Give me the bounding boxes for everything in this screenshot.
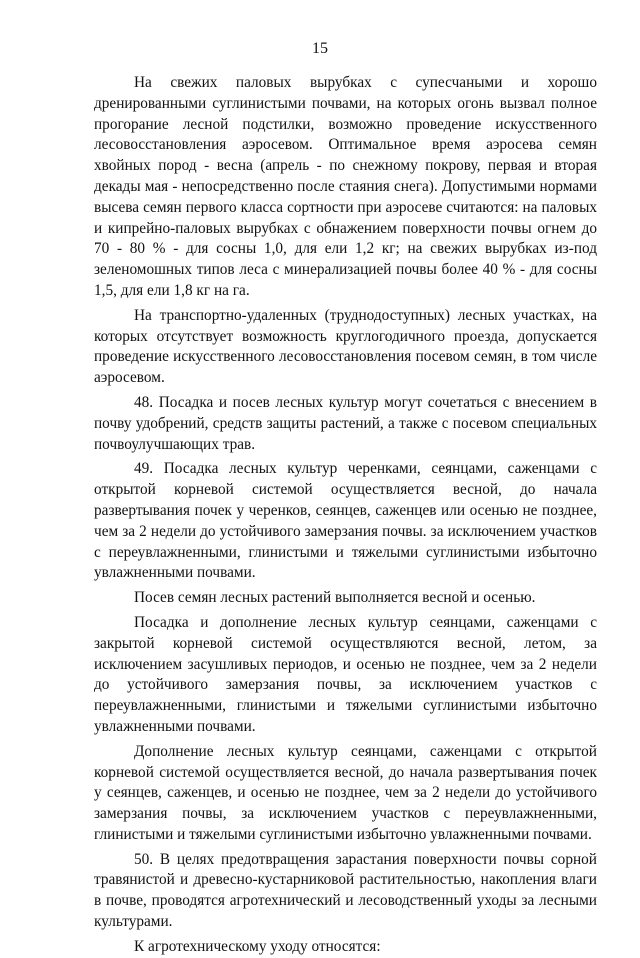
paragraph-open-root-supplement: Дополнение лесных культур сеянцами, саженцами с открытой корневой системой осуществляется весной, до начала развертывания почек у сеянцев, саженцев, и осенью не позднее, чем за 2 недели до устойчивого замерзания почвы, за исключением участков с переувлажненными, глинистыми и тяжелыми суглинистыми избыточно увлажненными почвами. [94,742,597,843]
paragraph-item-48: 48. Посадка и посев лесных культур могут сочетаться с внесением в почву удобрений, средств защиты растений, а также с посевом специальных почвоулучшающих трав. [94,393,597,453]
paragraph-closed-root-planting: Посадка и дополнение лесных культур сеянцами, саженцами с закрытой корневой системой осуществляются весной, летом, за исключением засушливых периодов, и осенью не позднее, чем за 2 недели до устойчивого замерзания почвы, за исключением участков с переувлажненными, глинистыми и тяжелыми суглинистыми избыточно увлажненными почвами. [94,613,597,735]
paragraph-aerial-seeding: На свежих паловых вырубках с супесчаными и хорошо дренированными суглинистыми почвами, на которых огонь вызвал полное прогорание лесной подстилки, возможно проведение искусственного лесовосстановления аэросевом. Оптимальное время аэросева семян хвойных пород - весна (апрель - по снежному покрову, первая и вторая декады мая - непосредственно после стаяния снега). Допустимыми нормами высева семян первого класса сортности при аэросеве считаются: на паловых и кипрейно-паловых вырубках с обнажением поверхности почвы огнем до 70 - 80 % - для сосны 1,0, для ели 1,2 кг; на свежих вырубках из-под зеленомошных типов леса с минерализацией почвы более 40 % - для сосны 1,5, для ели 1,8 кг на га. [94,74,597,299]
paragraph-remote-areas: На транспортно-удаленных (труднодоступных) лесных участках, на которых отсутствует возможность круглогодичного проезда, допускается проведение искусственного лесовосстановления посевом семян, в том числе аэросевом. [94,306,597,387]
paragraph-item-49: 49. Посадка лесных культур черенками, сеянцами, саженцами с открытой корневой системой осуществляется весной, до начала развертывания почек у черенков, сеянцев, саженцев или осенью не позднее, чем за 2 недели до устойчивого замерзания почвы. за исключением участков с переувлажненными, глинистыми и тяжелыми суглинистыми избыточно увлажненными почвами. [94,460,597,582]
page-number: 15 [312,40,328,57]
paragraph-item-50: 50. В целях предотвращения зарастания поверхности почвы сорной травянистой и древесно-кустарниковой растительностью, накопления влаги в почве, проводятся агротехнический и лесоводственный уходы за лесными культурами. [94,850,597,931]
paragraph-seed-sowing: Посев семян лесных растений выполняется весной и осенью. [134,589,536,607]
document-body [94,73,597,958]
paragraph-agrotechnical-care: К агротехническому уходу относятся: [134,937,381,955]
